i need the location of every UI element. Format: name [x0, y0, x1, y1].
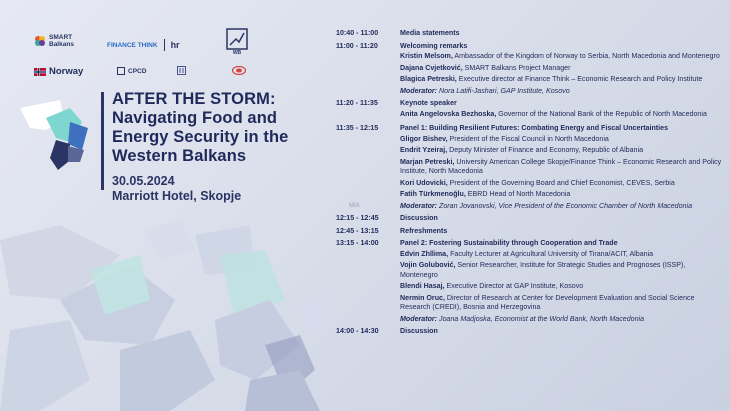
agenda [336, 29, 722, 340]
speaker-entry [400, 190, 722, 200]
title-accent-bar [101, 92, 104, 190]
balkans-map-icon [20, 100, 100, 180]
map-region-navy [50, 140, 70, 170]
speaker-role: EBRD Head of North Macedonia [465, 190, 571, 198]
slot-content [400, 227, 722, 237]
round-emblem-icon [232, 66, 246, 75]
slot-time: 12:45 - 13:15 [336, 226, 379, 235]
speaker-role: Governor of the National Bank of the Republic of North Macedonia [496, 109, 707, 118]
speaker-role: Executive Director at GAP Institute, Kosovo [444, 282, 584, 290]
slot-time: 10:40 - 11:00 [336, 29, 379, 37]
speaker-entry [400, 64, 722, 74]
partner-logo-round [232, 66, 246, 75]
speaker-entry [400, 52, 722, 62]
slot-title: Discussion [400, 214, 438, 222]
agenda-slot [336, 239, 722, 324]
speaker-name: Fatih Türkmenoğlu, [400, 190, 466, 198]
slot-content [400, 42, 722, 97]
speaker-name: Blendi Hasaj, [400, 282, 445, 290]
moderator-text: Nora Latifi-Jashari, GAP Institute, Kosovo [437, 86, 570, 95]
speaker-entry [400, 75, 722, 85]
event-venue: Marriott Hotel, Skopje [112, 189, 242, 203]
speaker-role: Faculty Lecturer at Agricultural University of Tirana/ACIT, Albania [448, 249, 654, 258]
slot-title: Welcoming remarks [400, 41, 468, 50]
speaker-entry [400, 158, 722, 177]
speaker-name: Nermin Oruc, [400, 293, 445, 302]
speaker-name: Endrit Yzeiraj, [400, 146, 448, 154]
map-shape [145, 220, 195, 260]
agenda-slot [336, 214, 722, 224]
slot-time: 12:15 - 12:45 [336, 214, 379, 222]
moderator-label: Moderator: [400, 314, 438, 323]
speaker-name: Kori Udovicki, [400, 178, 448, 187]
wb-logo-text: WB [232, 50, 242, 56]
speaker-entry [400, 282, 722, 292]
event-title-line: AFTER THE STORM: [112, 90, 276, 108]
cpcd-text: CPCD [128, 67, 147, 75]
wb-emblem-icon [226, 28, 248, 50]
hr-logo-text: hr [170, 40, 180, 50]
wb-logo [226, 28, 248, 56]
speaker-name: Dajana Cvjetković, [400, 63, 463, 72]
norway-text: Norway [49, 66, 84, 77]
norway-flag-icon [34, 68, 46, 76]
slot-content [400, 239, 722, 324]
event-title-line: Western Balkans [112, 147, 247, 165]
speaker-name: Blagica Petreski, [400, 75, 457, 83]
speaker-name: Gligor Bishev, [400, 134, 448, 143]
speaker-role: SMART Balkans Project Manager [462, 63, 571, 72]
slot-content [400, 214, 722, 224]
speaker-entry [400, 261, 722, 280]
speaker-role: Deputy Minister of Finance and Economy, Republic of Albania [447, 146, 644, 154]
moderator-label: Moderator: [400, 201, 438, 210]
partner-emblem-icon [177, 66, 186, 75]
speaker-entry [400, 110, 722, 120]
speaker-role: University American College Skopje/Finance Think – Economic Research and Policy Institute, North Macedonia [400, 157, 722, 175]
speaker-role: Senior Researcher, Institute for Strategic Studies and Prognoses (ISSP), Montenegro [400, 261, 686, 279]
agenda-slot [336, 29, 722, 39]
speaker-name: Anita Angelovska Bezhoska, [400, 109, 497, 118]
moderator-entry [400, 202, 722, 212]
speaker-role: President of the Fiscal Council in North Macedonia [447, 134, 609, 143]
smart-balkans-text: SMART Balkans [49, 34, 74, 48]
speaker-entry [400, 135, 722, 145]
slot-content [400, 99, 722, 121]
speaker-entry [400, 294, 722, 313]
slot-title: Panel 1: Building Resilient Futures: Combating Energy and Fiscal Uncertainties [400, 124, 669, 132]
slot-time: 13:15 - 14:00 [336, 239, 379, 247]
slot-title: Panel 2: Fostering Sustainability through Cooperation and Trade [400, 239, 618, 247]
slot-time: 11:35 - 12:15 [336, 124, 379, 132]
slot-time: 11:20 - 11:35 [336, 99, 378, 107]
slot-title: Discussion [400, 327, 438, 335]
finance-think-text: FINANCE THINK [107, 41, 158, 49]
speaker-name: Marjan Petreski, [400, 157, 455, 166]
moderator-label: Moderator: [400, 86, 438, 95]
partner-logos [0, 0, 290, 90]
smart-balkans-logo [34, 34, 79, 48]
moderator-text: Joana Madjoska, Economist at the World Bank, North Macedonia [437, 314, 645, 323]
slot-time: 14:00 - 14:30 [336, 327, 379, 335]
partner-logo-small [177, 66, 186, 75]
moderator-entry [400, 87, 722, 97]
map-region-blue [68, 122, 88, 150]
speaker-role: Ambassador of the Kingdom of Norway to Serbia, North Macedonia and Montenegro [452, 52, 720, 60]
speaker-role: Executive director at Finance Think – Economic Research and Policy Institute [456, 75, 703, 83]
agenda-slot [336, 42, 722, 97]
agenda-slot [336, 327, 722, 337]
event-title-line: Energy Security in the [112, 128, 289, 146]
finance-think-logo [107, 39, 180, 51]
map-shape [300, 290, 335, 335]
agenda-slot [336, 124, 722, 211]
speaker-entry [400, 146, 722, 156]
event-title-block [112, 90, 327, 204]
speaker-name: Edvin Zhllima, [400, 249, 449, 258]
event-date: 30.05.2024 [112, 174, 175, 188]
speaker-entry [400, 179, 722, 189]
slot-content [400, 327, 722, 337]
norway-logo [34, 66, 83, 77]
watermark: MIA [349, 203, 360, 209]
cpcd-icon [117, 67, 125, 75]
speaker-name: Vojin Golubović, [400, 261, 456, 269]
cpcd-logo [117, 67, 146, 75]
agenda-slot [336, 227, 722, 237]
slot-title: Refreshments [400, 226, 448, 235]
slot-title: Media statements [400, 29, 460, 37]
slot-time: 11:00 - 11:20 [336, 41, 378, 50]
moderator-text: Zoran Jovanovski, Vice President of the Economic Chamber of North Macedonia [437, 201, 693, 210]
slot-content [400, 124, 722, 211]
smart-balkans-icon [34, 35, 46, 47]
speaker-role: Director of Research at Center for Development Evaluation and Social Science Research (CREDI), Bosnia and Herzegovina [400, 293, 695, 311]
speaker-name: Kristin Melsom, [400, 52, 453, 60]
event-title-line: Navigating Food and [112, 109, 278, 127]
speaker-role: President of the Governing Board and Chief Economist, CEVES, Serbia [447, 178, 675, 187]
logo-divider [164, 39, 165, 51]
slot-content [400, 29, 722, 39]
moderator-entry [400, 315, 722, 325]
map-shape [0, 320, 90, 411]
speaker-entry [400, 250, 722, 260]
slot-title: Keynote speaker [400, 99, 457, 107]
agenda-slot [336, 99, 722, 121]
